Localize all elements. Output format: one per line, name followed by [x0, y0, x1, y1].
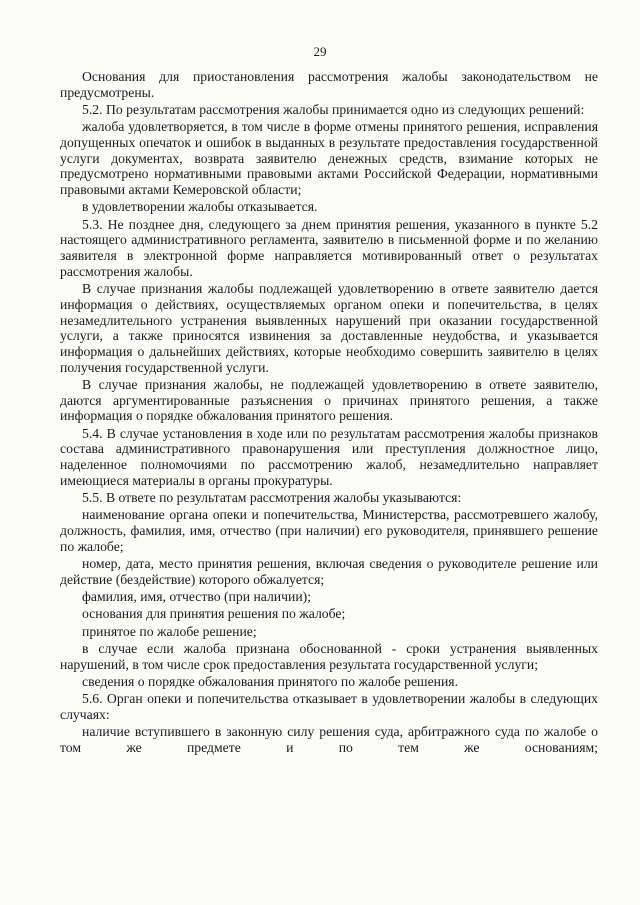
paragraph: номер, дата, место принятия решения, включая сведения о руководителе решение или действие (бездействие) которого обжалуется;	[60, 556, 598, 587]
paragraph: 5.3. Не позднее дня, следующего за днем принятия решения, указанного в пункте 5.2 настоящего административного регламента, заявителю в письменной форме и по желанию заявителя в электронной форме направляется мотивированный ответ о результатах рассмотрения жалобы.	[60, 216, 598, 279]
paragraph: принятое по жалобе решение;	[82, 623, 257, 639]
paragraph: в случае если жалоба признана обоснованной - сроки устранения выявленных нарушений, в том числе срок предоставления результата государственной услуги;	[60, 640, 598, 672]
paragraph: 5.6. Орган опеки и попечительства отказывает в удовлетворении жалобы в следующих случаях:	[60, 691, 598, 722]
paragraph: наличие вступившего в законную силу решения суда, арбитражного суда по жалобе о том же предмете и по тем же основаниям;	[60, 724, 598, 755]
paragraph: 5.2. По результатам рассмотрения жалобы принимается одно из следующих решений:	[82, 102, 585, 117]
paragraph: 5.5. В ответе по результатам рассмотрения жалобы указываются:	[82, 490, 462, 506]
paragraph: В случае признания жалобы, не подлежащей удовлетворению в ответе заявителю, даются аргументированные разъяснения о причинах принятого решения, а также информация о порядке обжалования принятого решения.	[60, 376, 598, 424]
document-body	[60, 69, 598, 757]
paragraph: 5.4. В случае установления в ходе или по результатам рассмотрения жалобы признаков состава административного правонарушения или преступления должностное лицо, наделенное полномочиями по рассмотрению жалоб, незамедлительно направляет имеющиеся материалы в органы прокуратуры.	[60, 425, 598, 488]
paragraph: В случае признания жалобы подлежащей удовлетворению в ответе заявителю дается информация о действиях, осуществляемых органом опеки и попечительства, в целях незамедлительного устранения выявленных нарушений при оказании государственной услуги, а также приносятся извинения за доставленные неудобства, и указывается информация о дальнейших действиях, которые необходимо совершить заявителю в целях получения государственной услуги.	[60, 281, 598, 375]
paragraph: Основания для приостановления рассмотрения жалобы законодательством не предусмотрены.	[60, 69, 598, 100]
paragraph: жалоба удовлетворяется, в том числе в форме отмены принятого решения, исправления допущенных опечаток и ошибок в выданных в результате предоставления государственной услуги документах, возврата заявителю денежных средств, взимание которых не предусмотрено нормативными правовыми актами Российской Федерации, нормативными правовыми актами Кемеровской области;	[60, 119, 598, 198]
page-number: 29	[313, 44, 327, 59]
paragraph: сведения о порядке обжалования принятого по жалобе решения.	[82, 673, 459, 689]
paragraph: в удовлетворении жалобы отказывается.	[82, 199, 318, 215]
paragraph: основания для принятия решения по жалобе;	[82, 606, 346, 622]
paragraph: наименование органа опеки и попечительства, Министерства, рассмотревшего жалобу, должность, фамилия, имя, отчество (при наличии) его руководителя, принявшего решение по жалобе;	[60, 507, 598, 554]
paragraph: фамилия, имя, отчество (при наличии);	[82, 589, 312, 605]
